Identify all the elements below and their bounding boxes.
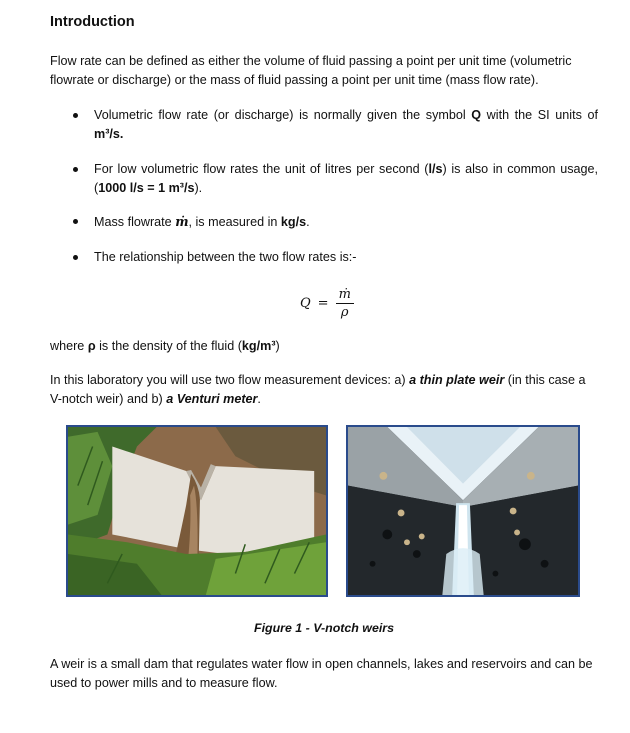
- lab-weir-illustration: [348, 427, 578, 595]
- section-heading: Introduction: [50, 14, 135, 30]
- v-notch-weir-field-photo: [66, 425, 328, 597]
- formula-denominator: ρ: [340, 305, 349, 320]
- intro-paragraph: Flow rate can be defined as either the volume of fluid passing a point per unit time (volumetric flowrate or discharge) or the mass of fluid passing a point per unit time (mass flow rate).: [50, 54, 572, 87]
- symbol-mdot: ṁ: [175, 214, 189, 229]
- unit-ls: l/s: [428, 162, 443, 176]
- bullet-icon: [73, 255, 78, 260]
- bullet-item-relationship: The relationship between the two flow rates is:-: [50, 248, 598, 267]
- device-venturi: a Venturi meter: [166, 392, 258, 406]
- density-note: where ρ is the density of the fluid (kg/m³): [50, 339, 280, 353]
- bullet-item-litres: For low volumetric flow rates the unit of litres per second (l/s) is also in common usage, (1000 l/s = 1 m³/s).: [50, 160, 598, 198]
- formula-fraction: [336, 286, 354, 321]
- units-kgm3: kg/m³: [241, 339, 276, 353]
- symbol-q: Q: [471, 108, 482, 122]
- bullet-item-mass: Mass flowrate ṁ, is measured in kg/s.: [50, 212, 598, 232]
- figure-caption: Figure 1 - V-notch weirs: [254, 621, 394, 635]
- bullet-icon: [73, 167, 78, 172]
- symbol-rho: ρ: [87, 339, 96, 353]
- device-weir: a thin plate weir: [409, 373, 505, 387]
- weir-paragraph: A weir is a small dam that regulates water flow in open channels, lakes and reservoirs and can be used to power mills and to measure flow.: [50, 657, 593, 690]
- formula-numerator: ṁ: [336, 286, 354, 304]
- v-notch-weir-lab-photo: [346, 425, 580, 597]
- bullet-icon: [73, 113, 78, 118]
- field-weir-illustration: [68, 427, 326, 595]
- lab-paragraph: In this laboratory you will use two flow measurement devices: a) a thin plate weir (in this case a V-notch weir) and b) a Venturi meter.: [50, 373, 586, 406]
- bullet-item-volumetric: Volumetric flow rate (or discharge) is normally given the symbol Q with the SI units of m³/s.: [50, 106, 598, 144]
- units-m3s: m³/s: [94, 127, 120, 141]
- bullet-icon: [73, 219, 78, 224]
- formula-equals: =: [317, 296, 329, 311]
- unit-equivalence: 1000 l/s = 1 m³/s: [98, 181, 195, 195]
- formula-lhs: Q: [300, 296, 311, 311]
- units-kgs: kg/s: [280, 215, 307, 229]
- flow-rate-formula: [300, 286, 354, 321]
